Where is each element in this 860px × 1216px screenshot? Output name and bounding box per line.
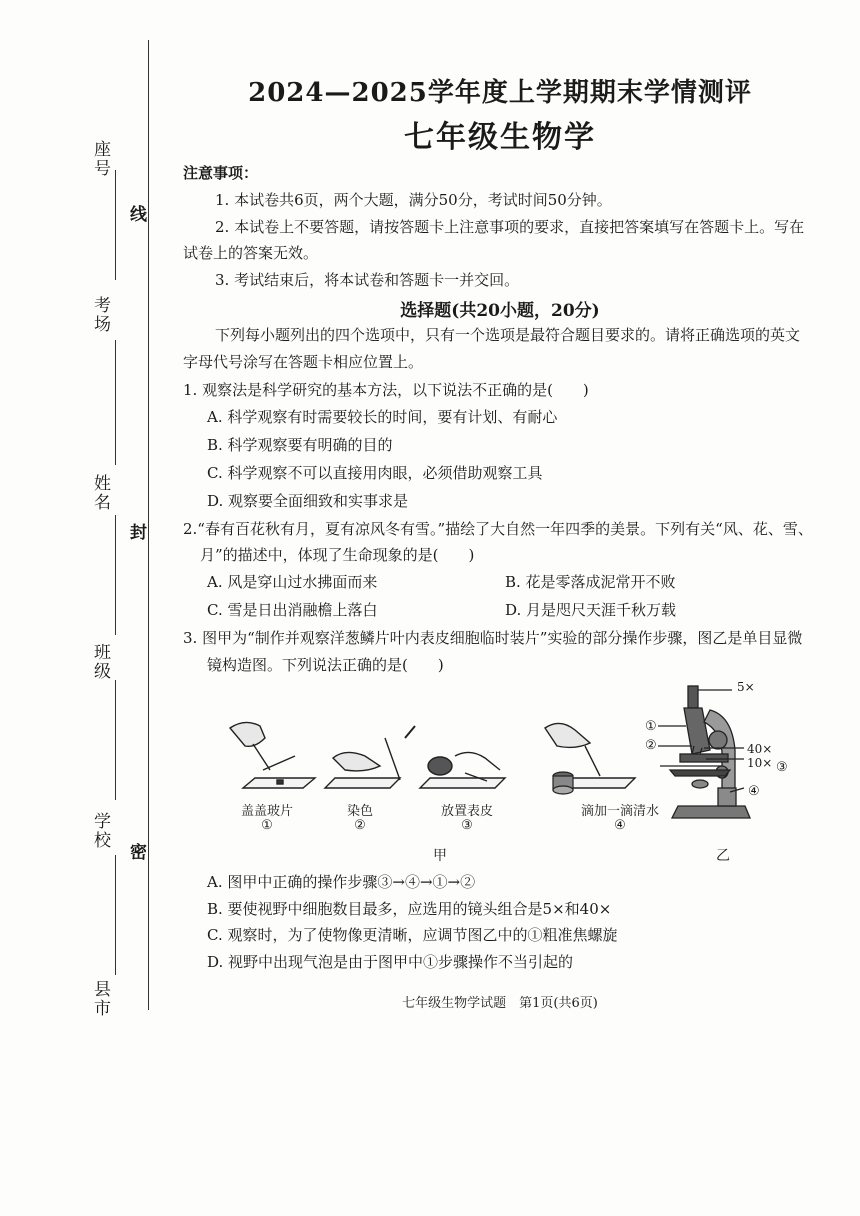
exam-subtitle: 七年级生物学	[404, 120, 596, 155]
section-intro-a: 下列每小题列出的四个选项中，只有一个选项是最符合题目要求的。请将正确选项的英文	[215, 326, 801, 344]
exam-title: 2024—2025学年度上学期期末学情测评	[248, 78, 752, 108]
school-label: 学校	[90, 812, 110, 850]
section-intro-b: 字母代号涂写在答题卡相应位置上。	[183, 353, 424, 371]
class-underline	[115, 515, 116, 635]
micro-part-1-label: ①	[645, 719, 657, 734]
step2-number: ②	[354, 818, 366, 833]
section-title: 选择题(共20小题，20分)	[400, 301, 600, 321]
q3-option-a: A. 图甲中正确的操作步骤③→④→①→②	[207, 873, 476, 891]
county-underline	[115, 855, 116, 975]
notice-item-2b: 试卷上的答案无效。	[183, 244, 319, 262]
county-label: 县市	[90, 980, 110, 1018]
notice-item-2a: 2. 本试卷上不要答题，请按答题卡上注意事项的要求，直接把答案填写在答题卡上。写在	[215, 218, 805, 236]
q1-option-c: C. 科学观察不可以直接用肉眼，必须借助观察工具	[207, 464, 543, 482]
step4-label: 滴加一滴清水	[580, 804, 659, 819]
step3-number: ③	[461, 818, 473, 833]
q2-option-c: C. 雪是日出消融檐上落白	[207, 601, 378, 619]
step1-label: 盖盖玻片	[240, 804, 293, 819]
notice-item-3: 3. 考试结束后，将本试卷和答题卡一并交回。	[215, 271, 520, 289]
micro-part-3-label: ③	[776, 760, 788, 775]
figure-jia-steps	[215, 718, 655, 798]
q2-stem-b: 月”的描述中，体现了生命现象的是( )	[200, 546, 475, 564]
step4-number: ④	[614, 818, 626, 833]
figure-jia-caption: 甲	[433, 848, 447, 864]
seal-feng-word: 封	[130, 523, 147, 543]
step3-label: 放置表皮	[440, 804, 493, 819]
q2-option-a: A. 风是穿山过水拂面而来	[207, 573, 378, 591]
step2-staining-illustration	[325, 726, 415, 788]
q3-option-d: D. 视野中出现气泡是由于图甲中①步骤操作不当引起的	[207, 953, 574, 971]
micro-objective-high-label: 40×	[747, 742, 773, 756]
step2-label: 染色	[346, 804, 373, 819]
q3-option-b: B. 要使视野中细胞数目最多，应选用的镜头组合是5×和40×	[207, 900, 612, 918]
binding-line	[148, 40, 149, 1010]
class-label: 班级	[90, 643, 110, 681]
step1-number: ①	[261, 818, 273, 833]
seal-mi-word: 密	[130, 843, 147, 863]
seat-label: 座号	[90, 140, 110, 178]
micro-eyepiece-label: 5×	[737, 680, 755, 694]
q1-option-d: D. 观察要全面细致和实事求是	[207, 492, 409, 510]
q2-option-d: D. 月是咫尺天涯千秋万载	[505, 601, 677, 619]
step3-place-epidermis-illustration	[420, 752, 505, 788]
q3-stem-b: 镜构造图。下列说法正确的是( )	[207, 656, 444, 674]
water-bottle-illustration	[553, 772, 573, 794]
seal-line-word: 线	[130, 205, 147, 225]
notice-heading: 注意事项：	[183, 164, 259, 182]
school-underline	[115, 680, 116, 800]
figure-yi-caption: 乙	[716, 848, 730, 864]
q2-option-b: B. 花是零落成泥常开不败	[505, 573, 676, 591]
micro-part-4-label: ④	[748, 784, 760, 799]
q3-option-c: C. 观察时，为了使物像更清晰，应调节图乙中的①粗准焦螺旋	[207, 926, 618, 944]
micro-part-2-label: ②	[645, 738, 657, 753]
room-underline	[115, 200, 116, 280]
page-footer: 七年级生物学试题 第1页(共6页)	[402, 996, 598, 1011]
q3-stem-a: 3. 图甲为“制作并观察洋葱鳞片叶内表皮细胞临时装片”实验的部分操作步骤，图乙是单目显微	[183, 629, 803, 647]
q1-option-a: A. 科学观察有时需要较长的时间，要有计划、有耐心	[207, 408, 558, 426]
step1-cover-slip-illustration	[230, 722, 315, 788]
notice-item-1: 1. 本试卷共6页，两个大题，满分50分，考试时间50分钟。	[215, 191, 612, 209]
name-label: 姓名	[90, 474, 110, 512]
q1-option-b: B. 科学观察要有明确的目的	[207, 436, 393, 454]
name-underline	[115, 340, 116, 465]
q2-stem-a: 2.“春有百花秋有月，夏有凉风冬有雪。”描绘了大自然一年四季的美景。下列有关“风、花、雪、	[183, 520, 813, 538]
micro-objective-low-label: 10×	[747, 756, 773, 770]
q1-stem: 1. 观察法是科学研究的基本方法，以下说法不正确的是( )	[183, 381, 589, 399]
exam-room-label: 考场	[90, 296, 110, 334]
